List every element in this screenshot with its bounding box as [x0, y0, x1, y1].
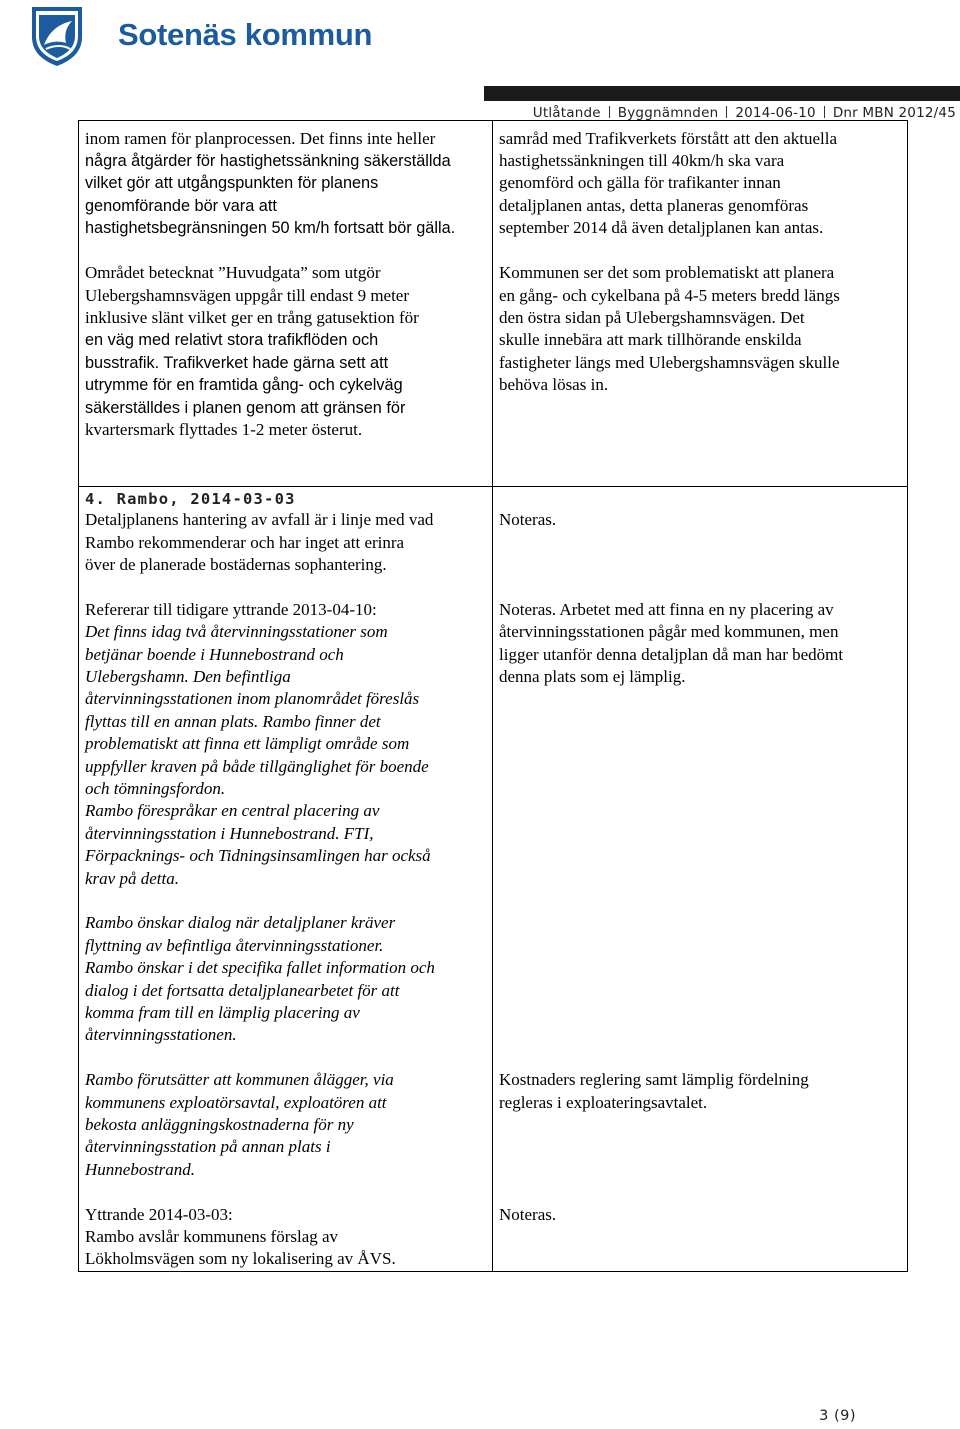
text-line: återvinningsstationen pågår med kommunen, men — [499, 622, 839, 641]
text-line: Rambo önskar i det specifika fallet information och — [85, 958, 435, 977]
text-line: Yttrande 2014-03-03: — [85, 1205, 233, 1224]
text-line: denna plats som ej lämplig. — [499, 667, 686, 686]
text-line: skulle innebära att mark tillhörande enskilda — [499, 330, 802, 349]
text-line: bekosta anläggningskostnaderna för ny — [85, 1115, 354, 1134]
text-line: säkerställdes i planen genom att gränsen för — [85, 399, 406, 417]
text-line: en gång- och cykelbana på 4-5 meters bredd längs — [499, 286, 840, 305]
text-line: återvinningsstation i Hunnebostrand. FTI, — [85, 824, 374, 843]
text-line: behöva lösas in. — [499, 375, 609, 394]
text-line: detaljplanen antas, detta planeras genomföras — [499, 196, 809, 215]
municipality-logo — [26, 5, 373, 65]
text-line: Rambo önskar dialog när detaljplaner kräver — [85, 913, 396, 932]
column-divider — [492, 120, 493, 1271]
text-line: Förpacknings- och Tidningsinsamlingen har också — [85, 846, 431, 865]
text-line: Kostnaders reglering samt lämplig fördelning — [499, 1070, 809, 1089]
text-line: kommunens exploatörsavtal, exploatören att — [85, 1093, 387, 1112]
section-heading: 4. Rambo, 2014-03-03 — [85, 490, 296, 508]
text-line: regleras i exploateringsavtalet. — [499, 1093, 708, 1112]
response-5: Noteras. — [499, 1205, 557, 1224]
text-line: Kommunen ser det som problematiskt att planera — [499, 263, 835, 282]
text-line: dialog i det fortsatta detaljplanearbetet för att — [85, 981, 400, 1000]
text-line: samråd med Trafikverkets förstått att den aktuella — [499, 129, 838, 148]
text-line: betjänar boende i Hunnebostrand och — [85, 645, 344, 664]
text-line: problematiskt att finna ett lämpligt område som — [85, 734, 410, 753]
committee: Byggnämnden — [617, 105, 719, 121]
header-bar — [484, 86, 960, 101]
text-line: den östra sidan på Ulebergshamnsvägen. Det — [499, 308, 805, 327]
text-line: Det finns idag två återvinningsstationer som — [85, 622, 388, 641]
text-line: återvinningsstationen. — [85, 1025, 237, 1044]
text-line: Rambo förespråkar en central placering av — [85, 801, 380, 820]
text-line: hastighetsbegränsningen 50 km/h fortsatt bör gälla. — [85, 219, 456, 237]
separator — [609, 106, 610, 118]
text-line: ligger utanför denna detaljplan då man har bedömt — [499, 645, 844, 664]
row-divider — [78, 486, 907, 487]
separator — [824, 106, 825, 118]
text-line: Refererar till tidigare yttrande 2013-04-10: — [85, 600, 377, 619]
text-line: utrymme för en framtida gång- och cykelväg — [85, 376, 403, 394]
doc-date: 2014-06-10 — [735, 105, 816, 121]
text-line: Detaljplanens hantering av avfall är i linje med vad — [85, 510, 434, 529]
text-line: krav på detta. — [85, 869, 179, 888]
response-1: Noteras. — [499, 510, 557, 529]
text-line: och tömningsfordon. — [85, 779, 226, 798]
text-line: Lökholmsvägen som ny lokalisering av ÅVS. — [85, 1249, 396, 1268]
text-line: en väg med relativt stora trafikflöden och — [85, 331, 379, 349]
text-line: vilket gör att utgångspunkten för planens — [85, 174, 379, 192]
text-line: flyttning av befintliga återvinningsstationer. — [85, 936, 384, 955]
municipality-crest-icon — [26, 3, 90, 67]
text-line: komma fram till en lämplig placering av — [85, 1003, 360, 1022]
text-line: inom ramen för planprocessen. Det finns inte heller — [85, 129, 436, 148]
separator — [726, 106, 727, 118]
text-line: Ulebergshamnsvägen uppgår till endast 9 meter — [85, 286, 410, 305]
text-line: Hunnebostrand. — [85, 1160, 196, 1179]
org-name: Sotenäs kommun — [118, 17, 373, 52]
text-line: återvinningsstation på annan plats i — [85, 1137, 331, 1156]
diary-number: Dnr MBN 2012/45 — [832, 105, 956, 121]
text-line: återvinningsstationen inom planområdet föreslås — [85, 689, 420, 708]
text-line: Rambo rekommenderar och har inget att erinra — [85, 533, 405, 552]
text-line: flyttas till en annan plats. Rambo finner det — [85, 712, 381, 731]
page-number: 3 (9) — [819, 1408, 856, 1424]
text-line: busstrafik. Trafikverket hade gärna sett att — [85, 354, 389, 372]
text-line: några åtgärder för hastighetssänkning säkerställda — [85, 152, 451, 170]
text-line: genomförande bör vara att — [85, 197, 277, 215]
text-line: hastighetssänkningen till 40km/h ska vara — [499, 151, 785, 170]
document-header-meta — [533, 105, 956, 121]
text-line: fastigheter längs med Ulebergshamnsvägen skulle — [499, 353, 840, 372]
text-line: Rambo avslår kommunens förslag av — [85, 1227, 339, 1246]
text-line: Rambo förutsätter att kommunen ålägger, via — [85, 1070, 394, 1089]
text-line: september 2014 då även detaljplanen kan antas. — [499, 218, 824, 237]
text-line: Noteras. Arbetet med att finna en ny placering av — [499, 600, 834, 619]
text-line: över de planerade bostädernas sophantering. — [85, 555, 387, 574]
text-line: inklusive slänt vilket ger en trång gatusektion för — [85, 308, 419, 327]
text-line: kvartersmark flyttades 1-2 meter österut. — [85, 420, 363, 439]
text-line: Området betecknat ”Huvudgata” som utgör — [85, 263, 381, 282]
doc-type: Utlåtande — [532, 105, 601, 121]
text-line: Ulebergshamn. Den befintliga — [85, 667, 291, 686]
text-line: uppfyller kraven på både tillgänglighet för boende — [85, 757, 429, 776]
text-line: genomförd och gälla för trafikanter innan — [499, 173, 781, 192]
